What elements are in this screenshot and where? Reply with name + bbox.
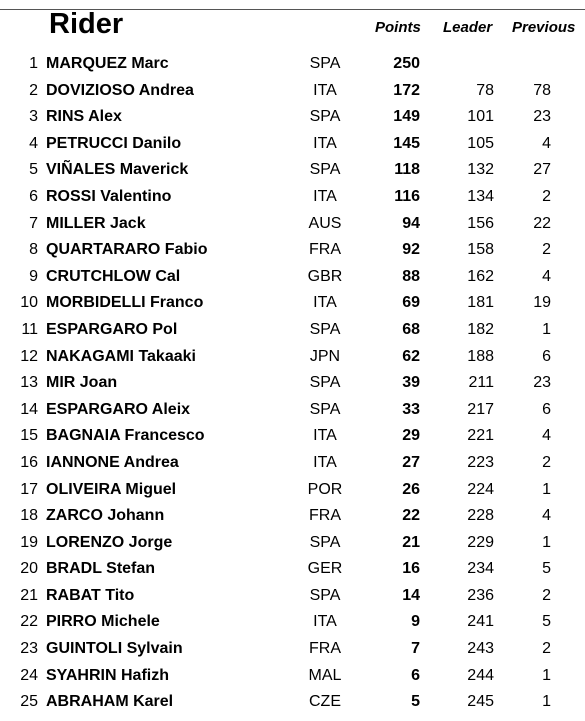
rider-name-cell: RABAT Tito [46, 586, 135, 604]
gap-to-previous-cell: 4 [542, 427, 551, 445]
rider-name-cell: OLIVEIRA Miguel [46, 480, 177, 498]
gap-to-leader-cell: 244 [467, 666, 494, 684]
position-cell: 16 [20, 453, 38, 471]
nation-cell: ITA [313, 613, 337, 631]
position-cell: 20 [20, 560, 38, 578]
nation-cell: POR [307, 480, 343, 498]
gap-to-leader-cell: 245 [467, 693, 494, 711]
gap-to-previous-cell: 1 [542, 533, 551, 551]
table-row [0, 530, 585, 557]
points-cell: 39 [402, 374, 420, 392]
gap-to-previous-cell: 78 [533, 81, 551, 99]
position-cell: 25 [20, 693, 38, 711]
gap-to-leader-cell: 134 [467, 187, 494, 205]
gap-to-leader-cell: 229 [467, 533, 494, 551]
nation-cell: SPA [309, 108, 341, 126]
points-cell: 118 [394, 161, 420, 179]
gap-to-leader-cell: 243 [467, 640, 494, 658]
table-row [0, 423, 585, 450]
gap-to-leader-cell: 78 [476, 81, 494, 99]
position-cell: 11 [21, 320, 38, 338]
rider-name-cell: ROSSI Valentino [46, 187, 172, 205]
gap-to-previous-cell: 5 [542, 613, 551, 631]
position-cell: 9 [29, 267, 38, 285]
table-row [0, 477, 585, 504]
position-cell: 18 [20, 507, 38, 525]
gap-to-previous-cell: 6 [542, 400, 551, 418]
leader-column-header: Leader [443, 19, 493, 36]
gap-to-previous-cell: 6 [542, 347, 551, 365]
table-row [0, 556, 585, 583]
position-cell: 5 [29, 161, 38, 179]
rider-name-cell: MARQUEZ Marc [46, 55, 169, 72]
points-cell: 116 [394, 187, 420, 205]
points-cell: 172 [393, 81, 420, 99]
gap-to-previous-cell: 4 [542, 507, 551, 525]
nation-cell: JPN [309, 347, 341, 365]
nation-cell: CZE [309, 693, 341, 711]
points-cell: 69 [402, 294, 420, 312]
rider-name-cell: NAKAGAMI Takaaki [46, 347, 196, 365]
points-cell: 26 [402, 480, 420, 498]
position-cell: 23 [20, 640, 38, 658]
rider-name-cell: RINS Alex [46, 108, 122, 126]
table-row [0, 636, 585, 663]
gap-to-leader-cell: 221 [467, 427, 494, 445]
gap-to-leader-cell: 217 [467, 400, 494, 418]
rider-name-cell: SYAHRIN Hafizh [46, 666, 169, 684]
nation-cell: GER [307, 560, 343, 578]
table-row [0, 317, 585, 344]
gap-to-previous-cell: 2 [542, 640, 551, 658]
nation-cell: ITA [313, 294, 337, 312]
gap-to-leader-cell: 236 [467, 586, 494, 604]
rider-name-cell: IANNONE Andrea [46, 453, 179, 471]
gap-to-leader-cell: 182 [467, 320, 494, 338]
gap-to-leader-cell: 228 [467, 507, 494, 525]
position-cell: 3 [29, 108, 38, 126]
rider-name-cell: ZARCO Johann [46, 507, 165, 525]
nation-cell: MAL [308, 666, 342, 684]
position-cell: 21 [20, 586, 38, 604]
nation-cell: SPA [309, 400, 341, 418]
position-cell: 6 [29, 187, 38, 205]
gap-to-leader-cell: 132 [467, 161, 494, 179]
position-cell: 10 [20, 294, 38, 312]
standings-header [0, 0, 585, 44]
gap-to-leader-cell: 224 [467, 480, 494, 498]
nation-cell: GBR [307, 267, 343, 285]
standings-table [0, 51, 585, 716]
points-cell: 29 [402, 427, 420, 445]
position-cell: 2 [29, 81, 38, 99]
nation-cell: FRA [309, 640, 341, 658]
gap-to-leader-cell: 188 [467, 347, 494, 365]
points-cell: 250 [393, 55, 420, 72]
rider-name-cell: MIR Joan [46, 374, 118, 392]
nation-cell: ITA [313, 187, 337, 205]
position-cell: 1 [29, 55, 38, 72]
table-row [0, 689, 585, 716]
gap-to-leader-cell: 223 [467, 453, 494, 471]
rider-name-cell: PIRRO Michele [46, 613, 160, 631]
rider-name-cell: ESPARGARO Aleix [46, 400, 191, 418]
rider-name-cell: QUARTARARO Fabio [46, 241, 208, 259]
position-cell: 13 [20, 374, 38, 392]
rider-name-cell: MILLER Jack [46, 214, 146, 232]
rider-name-cell: ABRAHAM Karel [46, 693, 174, 711]
nation-cell: AUS [308, 214, 342, 232]
nation-cell: SPA [309, 161, 341, 179]
nation-cell: ITA [313, 81, 337, 99]
position-cell: 14 [20, 400, 38, 418]
gap-to-leader-cell: 158 [467, 241, 494, 259]
nation-cell: ITA [313, 134, 337, 152]
gap-to-previous-cell: 22 [533, 214, 551, 232]
position-cell: 4 [29, 134, 38, 152]
rider-name-cell: CRUTCHLOW Cal [46, 267, 181, 285]
table-row [0, 503, 585, 530]
rider-name-cell: PETRUCCI Danilo [46, 134, 182, 152]
points-cell: 94 [402, 214, 420, 232]
table-row [0, 211, 585, 238]
points-cell: 33 [402, 400, 420, 418]
gap-to-previous-cell: 19 [533, 294, 551, 312]
table-row [0, 78, 585, 105]
rider-name-cell: DOVIZIOSO Andrea [46, 81, 194, 99]
gap-to-previous-cell: 27 [533, 161, 551, 179]
table-row [0, 344, 585, 371]
nation-cell: SPA [309, 374, 341, 392]
position-cell: 17 [20, 480, 38, 498]
table-row [0, 264, 585, 291]
position-cell: 22 [20, 613, 38, 631]
nation-cell: FRA [309, 507, 341, 525]
gap-to-leader-cell: 162 [467, 267, 494, 285]
nation-cell: SPA [309, 533, 341, 551]
rider-name-cell: VIÑALES Maverick [46, 161, 189, 179]
rider-name-cell: MORBIDELLI Franco [46, 294, 204, 312]
gap-to-previous-cell: 1 [542, 320, 551, 338]
points-cell: 92 [402, 241, 420, 259]
points-cell: 68 [402, 320, 420, 338]
table-row [0, 184, 585, 211]
points-cell: 14 [402, 586, 420, 604]
rider-column-header: Rider [49, 8, 124, 40]
rider-name-cell: BRADL Stefan [46, 560, 156, 578]
rider-name-cell: LORENZO Jorge [46, 533, 173, 551]
gap-to-leader-cell: 101 [467, 108, 494, 126]
table-row [0, 609, 585, 636]
gap-to-previous-cell: 23 [533, 108, 551, 126]
gap-to-previous-cell: 4 [542, 134, 551, 152]
position-cell: 12 [20, 347, 38, 365]
table-row [0, 290, 585, 317]
table-row [0, 131, 585, 158]
table-row [0, 663, 585, 690]
position-cell: 8 [29, 241, 38, 259]
table-row [0, 397, 585, 424]
points-cell: 9 [411, 613, 420, 631]
gap-to-previous-cell: 4 [542, 267, 551, 285]
points-cell: 22 [402, 507, 420, 525]
gap-to-previous-cell: 2 [542, 187, 551, 205]
gap-to-previous-cell: 2 [542, 453, 551, 471]
position-cell: 15 [20, 427, 38, 445]
table-row [0, 237, 585, 264]
gap-to-previous-cell: 5 [542, 560, 551, 578]
points-cell: 27 [402, 453, 420, 471]
position-cell: 24 [20, 666, 38, 684]
position-cell: 7 [29, 214, 38, 232]
gap-to-previous-cell: 2 [542, 241, 551, 259]
nation-cell: ITA [313, 453, 337, 471]
points-cell: 88 [402, 267, 420, 285]
rider-name-cell: ESPARGARO Pol [46, 320, 178, 338]
table-row [0, 51, 585, 78]
nation-cell: FRA [309, 241, 341, 259]
gap-to-previous-cell: 1 [542, 480, 551, 498]
previous-column-header: Previous [512, 19, 576, 36]
nation-cell: ITA [313, 427, 337, 445]
gap-to-leader-cell: 234 [467, 560, 494, 578]
points-cell: 62 [402, 347, 420, 365]
table-row [0, 370, 585, 397]
points-cell: 6 [411, 666, 420, 684]
rider-name-cell: BAGNAIA Francesco [46, 427, 205, 445]
points-cell: 149 [393, 108, 420, 126]
table-row [0, 104, 585, 131]
table-row [0, 157, 585, 184]
table-row [0, 450, 585, 477]
points-cell: 5 [411, 693, 420, 711]
gap-to-previous-cell: 2 [542, 586, 551, 604]
gap-to-leader-cell: 105 [467, 134, 494, 152]
gap-to-previous-cell: 1 [542, 693, 551, 711]
nation-cell: SPA [309, 55, 341, 72]
rider-name-cell: GUINTOLI Sylvain [46, 640, 183, 658]
gap-to-leader-cell: 211 [468, 374, 494, 392]
gap-to-leader-cell: 156 [467, 214, 494, 232]
points-cell: 21 [402, 533, 420, 551]
nation-cell: SPA [309, 320, 341, 338]
points-cell: 145 [393, 134, 420, 152]
table-row [0, 583, 585, 610]
gap-to-previous-cell: 23 [533, 374, 551, 392]
position-cell: 19 [20, 533, 38, 551]
points-cell: 7 [411, 640, 420, 658]
gap-to-previous-cell: 1 [542, 666, 551, 684]
points-cell: 16 [402, 560, 420, 578]
gap-to-leader-cell: 241 [467, 613, 494, 631]
nation-cell: SPA [309, 586, 341, 604]
points-column-header: Points [375, 19, 421, 36]
gap-to-leader-cell: 181 [467, 294, 494, 312]
